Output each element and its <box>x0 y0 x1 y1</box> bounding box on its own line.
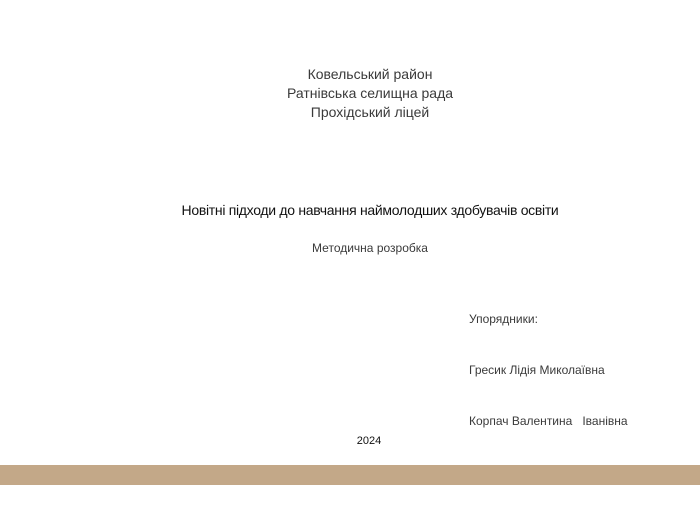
compiler-name: Корпач Валентина Іванівна <box>469 414 628 428</box>
compiler-name: Гресик Лідія Миколаївна <box>469 363 605 377</box>
document-title: Новітні підходи до навчання наймолодших здобувачів освіти <box>181 202 559 218</box>
compilers-label: Упорядники: <box>469 312 538 326</box>
institution-header <box>0 65 700 122</box>
school-name: Прохідський ліцей <box>310 104 430 120</box>
document-subtitle: Методична розробка <box>312 241 428 255</box>
council-name: Ратнівська селищна рада <box>286 85 454 101</box>
document-year: 2024 <box>356 435 382 447</box>
district-name: Ковельський район <box>307 66 433 82</box>
footer-bar <box>0 465 700 485</box>
